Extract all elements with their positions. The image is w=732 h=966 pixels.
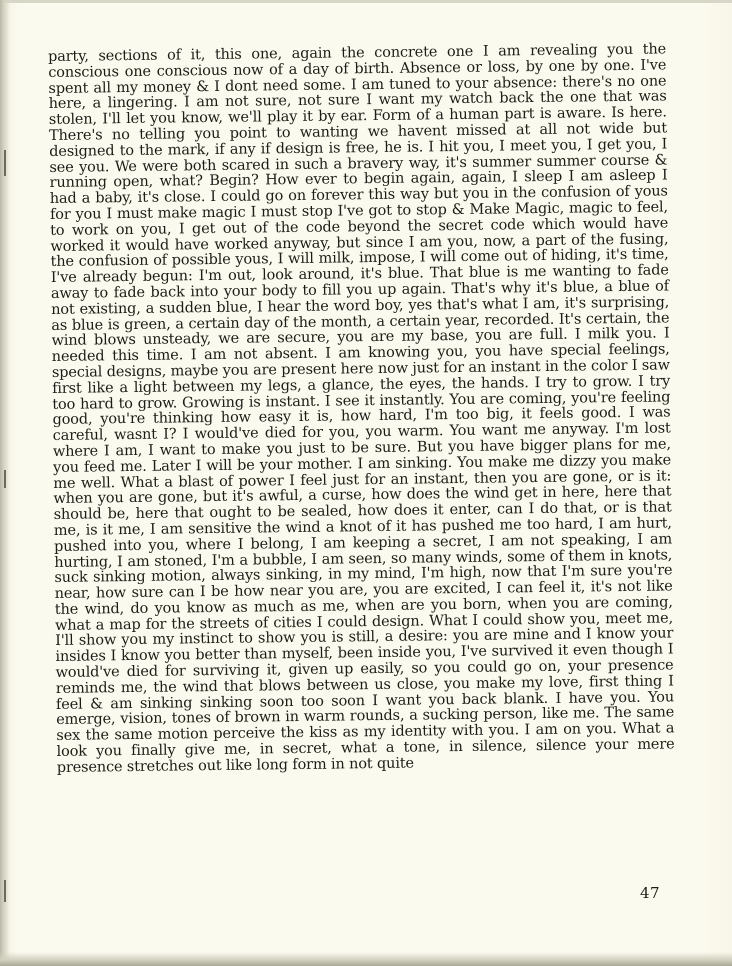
page-top-edge — [0, 0, 732, 3]
gutter-mark — [4, 150, 6, 176]
page-number: 47 — [640, 884, 661, 902]
paragraph: party, sections of it, this one, again the concrete one I am revealing you the conscious one conscious now of a day of birth. Absence or loss, by one by one. I've spent all my money & I dont need some. I am tuned to your absence: there's no one here, a lingering. I am not sure, not sure I want my watch back the one that was stolen, I'll let you know, we'll play it by ear. Form of a human part is aware. Is here. There's no telling you point to wanting we havent missed at all not wide but designed to the mark, if any if design is free, he is. I hit you, I meet you, I get you, I see you. We were both scared in such a bravery way, it's summer summer course & running open, what? Begin? How ever to begin again, again, I sleep I am asleep I had a baby, it's close. I could go on forever this way but you in the confusion of yous for you I must make magic I must stop I've got to stop & Make Magic, magic to feel, to work on you, I get out of the code beyond the secret code which would have worked it would have worked anyway, but since I am you, now, a part of the fusing, the confusion of possible yous, I will milk, impose, I will come out of hiding, it's time, I've already begun: I'm out, look around, it's blue. That blue is me wanting to fade away to fade back into your body to fill you up again. That's why it's blue, a blue of not existing, a sudden blue, I hear the word boy, yes that's what I am, it's surprising, as blue is green, a certain day of the month, a certain year, recorded. It's certain, the wind blows unsteady, we are secure, you are my base, you are full. I milk you. I needed this time. I am not absent. I am knowing you, you have special feelings, special designs, maybe you are present here now just for an instant in the color I saw first like a light between my legs, a glance, the eyes, the hands. I try to grow. I try too hard to grow. Growing is instant. I see it instantly. You are coming, you're feeling good, you're thinking how easy it is, how hard, I'm too big, it feels good. I was careful, wasnt I? I would've died for you, you warm. You want me anyway. I'm lost where I am, I want to make you just to be sure. But you have bigger plans for me, you feed me. Later I will be your mother. I am sinking. You make me dizzy you make me well. What a blast of power I feel just for an instant, then you are gone, or is it: when you are gone, but it's awful, a curse, how does the wind get in here, here that should be, here that ought to be sealed, how does it enter, can I do that, or is that me, is it me, I am sensitive the wind a knot of it has pushed me too hard, I am hurt, pushed into you, where I belong, I am keeping a secret, I am not speaking, I am hurting, I am stoned, I'm a bubble, I am seen, so many winds, some of them in knots, suck sinking motion, always sinking, in my mind, I'm high, now that I'm sure you're near, how sure can I be how near you are, you are excited, I can feel it, it's not like the wind, do you know as much as me, when are you born, when you are coming, what a map for the streets of cities I could design. What I could show you, meet me, I'll show you my instinct to show you is still, a desire: you are mine and I know your insides I know you better than myself, been inside you, I've survived it even though I would've died for surviving it, given up easily, so you could go on, your presence reminds me, the wind that blows between us close, you make my love, first thing I feel & am sinking sinking soon too soon I want you back blank. I have you. You emerge, vision, tones of brown in warm rounds, a sucking person, like me. The same sex the same motion perceive the kiss as my identity with you. I am on you. What a look you finally give me, in secret, what a tone, in silence, silence your mere presence stretches out like long form in not quite — [47, 41, 675, 776]
gutter-mark — [4, 880, 6, 902]
gutter-mark — [4, 470, 6, 488]
body-text — [48, 42, 675, 776]
binding-gutter — [0, 0, 10, 966]
page-bottom-edge — [0, 952, 732, 966]
